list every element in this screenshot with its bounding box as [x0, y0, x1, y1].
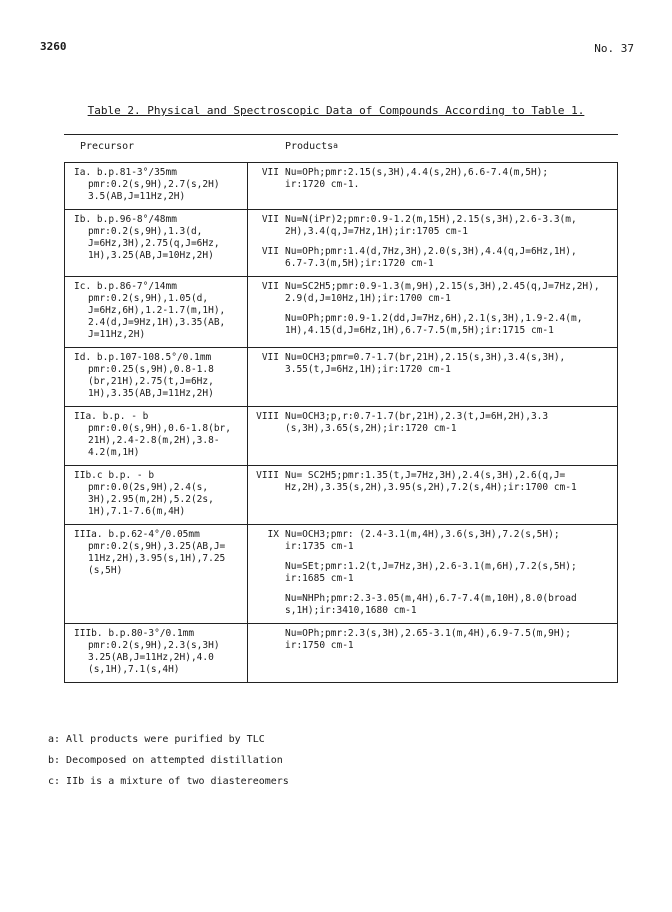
- footnote-b: b: Decomposed on attempted distillation: [48, 755, 283, 766]
- product-data-line: Nu=N(iPr)2;pmr:0.9-1.2(m,15H),2.15(s,3H),2.6-3.3(m,: [285, 214, 577, 225]
- precursor-data-line: pmr:0.0(2s,9H),2.4(s,: [88, 482, 209, 493]
- product-code: [253, 313, 285, 337]
- product-data-line: 2.9(d,J=10Hz,1H);ir:1700 cm-1: [285, 293, 451, 304]
- precursor-data-line: pmr:0.2(s,9H),1.05(d,: [88, 293, 209, 304]
- product-data-line: 3.55(t,J=6Hz,1H);ir:1720 cm-1: [285, 364, 451, 375]
- precursor-name: IIIa. b.p.62-4°/0.05mm: [74, 529, 200, 540]
- product-entry: [253, 352, 612, 376]
- products-cell: [248, 624, 618, 683]
- product-data-line: Nu=NHPh;pmr:2.3-3.05(m,4H),6.7-7.4(m,10H),8.0(broad: [285, 593, 577, 604]
- product-data: [285, 313, 612, 337]
- precursor-cell: [65, 525, 248, 624]
- product-data-line: ir:1685 cm-1: [285, 573, 354, 584]
- products-cell: [248, 466, 618, 525]
- table-row: [65, 210, 618, 277]
- product-entry: [253, 628, 612, 652]
- precursor-name: IIIb. b.p.80-3°/0.1mm: [74, 628, 195, 639]
- table-row: [65, 277, 618, 348]
- journal-issue-number: No. 37: [594, 42, 634, 55]
- precursor-name: IIb.c b.p. - b: [74, 470, 155, 481]
- data-table: [64, 162, 618, 683]
- footnotes: [48, 729, 289, 792]
- product-data-line: ir:1735 cm-1: [285, 541, 354, 552]
- products-cell: [248, 210, 618, 277]
- precursor-cell: [65, 163, 248, 210]
- product-data-line: 6.7-7.3(m,5H);ir:1720 cm-1: [285, 258, 434, 269]
- table-row: [65, 348, 618, 407]
- product-data-line: 1H),4.15(d,J=6Hz,1H),6.7-7.5(m,5H);ir:1715 cm-1: [285, 325, 554, 336]
- precursor-data-line: (s,1H),7.1(s,4H): [88, 664, 180, 675]
- precursor-name: Id. b.p.107-108.5°/0.1mm: [74, 352, 212, 363]
- products-cell: [248, 163, 618, 210]
- precursor-data-line: pmr:0.2(s,9H),1.3(d,: [88, 226, 203, 237]
- precursor-data-line: J=11Hz,2H): [88, 329, 146, 340]
- product-data-line: ir:1750 cm-1: [285, 640, 354, 651]
- precursor-data-line: 1H),7.1-7.6(m,4H): [88, 506, 186, 517]
- product-code: VIII: [256, 470, 279, 481]
- product-data-line: Nu=OPh;pmr:1.4(d,7Hz,3H),2.0(s,3H),4.4(q,J=6Hz,1H),: [285, 246, 577, 257]
- product-data: [285, 593, 612, 617]
- product-code: IX: [267, 529, 279, 540]
- product-entry: [253, 281, 612, 305]
- table-row: [65, 624, 618, 683]
- product-data-line: (s,3H),3.65(s,2H);ir:1720 cm-1: [285, 423, 457, 434]
- product-entry: [253, 246, 612, 270]
- precursor-cell: [65, 624, 248, 683]
- table-row: [65, 163, 618, 210]
- precursor-name: Ic. b.p.86-7°/14mm: [74, 281, 177, 292]
- table-top-rule: [64, 134, 618, 135]
- precursor-name: Ia. b.p.81-3°/35mm: [74, 167, 177, 178]
- precursor-cell: [65, 210, 248, 277]
- products-cell: [248, 525, 618, 624]
- product-entry: [253, 411, 612, 435]
- precursor-data-line: pmr:0.2(s,9H),2.3(s,3H): [88, 640, 220, 651]
- product-data-line: Nu= SC2H5;pmr:1.35(t,J=7Hz,3H),2.4(s,3H),2.6(q,J=: [285, 470, 566, 481]
- column-header-precursor: Precursor: [80, 141, 135, 152]
- product-code: VIII: [256, 411, 279, 422]
- product-code: [253, 593, 285, 617]
- product-data-line: Nu=OPh;pmr:2.15(s,3H),4.4(s,2H),6.6-7.4(m,5H);: [285, 167, 549, 178]
- product-data: [285, 470, 612, 494]
- product-entry: [253, 313, 612, 337]
- products-cell: [248, 348, 618, 407]
- precursor-data-line: 3H),2.95(m,2H),5.2(2s,: [88, 494, 214, 505]
- column-header-products: Products a: [285, 141, 338, 152]
- precursor-data-line: 3.5(AB,J=11Hz,2H): [88, 191, 186, 202]
- product-data-line: Nu=SEt;pmr:1.2(t,J=7Hz,3H),2.6-3.1(m,6H),7.2(s,5H);: [285, 561, 577, 572]
- precursor-data-line: 2.4(d,J=9Hz,1H),3.35(AB,: [88, 317, 226, 328]
- product-code: [253, 561, 285, 585]
- precursor-cell: [65, 466, 248, 525]
- product-data-line: Nu=OPh;pmr:0.9-1.2(dd,J=7Hz,6H),2.1(s,3H),1.9-2.4(m,: [285, 313, 583, 324]
- product-entry: [253, 214, 612, 238]
- product-data-line: Hz,2H),3.35(s,2H),3.95(s,2H),7.2(s,4H);ir:1700 cm-1: [285, 482, 577, 493]
- footnote-marker-a: a: [333, 141, 338, 150]
- product-data-line: Nu=SC2H5;pmr:0.9-1.3(m,9H),2.15(s,3H),2.45(q,J=7Hz,2H),: [285, 281, 600, 292]
- product-code: VII: [261, 167, 279, 178]
- precursor-cell: [65, 407, 248, 466]
- product-data-line: Nu=OCH3;pmr: (2.4-3.1(m,4H),3.6(s,3H),7.2(s,5H);: [285, 529, 560, 540]
- precursor-data-line: pmr:0.2(s,9H),3.25(AB,J=: [88, 541, 226, 552]
- product-code: VII: [261, 214, 279, 225]
- product-code: [253, 628, 285, 652]
- product-data-line: s,1H);ir:3410,1680 cm-1: [285, 605, 417, 616]
- precursor-data-line: J=6Hz,3H),2.75(q,J=6Hz,: [88, 238, 220, 249]
- product-data: [285, 167, 612, 191]
- precursor-data-line: 11Hz,2H),3.95(s,1H),7.25: [88, 553, 226, 564]
- product-data: [285, 246, 612, 270]
- products-cell: [248, 277, 618, 348]
- product-entry: [253, 593, 612, 617]
- product-entry: [253, 470, 612, 494]
- product-data: [285, 281, 612, 305]
- precursor-data-line: 3.25(AB,J=11Hz,2H),4.0: [88, 652, 214, 663]
- product-data-line: Nu=OPh;pmr:2.3(s,3H),2.65-3.1(m,4H),6.9-7.5(m,9H);: [285, 628, 571, 639]
- product-data: [285, 352, 612, 376]
- precursor-data-line: pmr:0.0(s,9H),0.6-1.8(br,: [88, 423, 231, 434]
- product-data: [285, 561, 612, 585]
- footnote-a: a: All products were purified by TLC: [48, 734, 265, 745]
- product-code: VII: [261, 246, 279, 257]
- table-row: [65, 466, 618, 525]
- product-data-line: Nu=OCH3;pmr=0.7-1.7(br,21H),2.15(s,3H),3.4(s,3H),: [285, 352, 566, 363]
- product-entry: [253, 529, 612, 553]
- table-caption: Table 2. Physical and Spectroscopic Data of Compounds According to Table 1.: [87, 104, 585, 117]
- precursor-data-line: 21H),2.4-2.8(m,2H),3.8-: [88, 435, 220, 446]
- products-cell: [248, 407, 618, 466]
- product-data-line: ir:1720 cm-1.: [285, 179, 360, 190]
- product-data: [285, 529, 612, 553]
- precursor-name: IIa. b.p. - b: [74, 411, 149, 422]
- precursor-data-line: pmr:0.25(s,9H),0.8-1.8: [88, 364, 214, 375]
- precursor-data-line: J=6Hz,6H),1.2-1.7(m,1H),: [88, 305, 226, 316]
- product-data-line: Nu=OCH3;p,r:0.7-1.7(br,21H),2.3(t,J=6H,2H),3.3: [285, 411, 549, 422]
- precursor-cell: [65, 348, 248, 407]
- precursor-data-line: pmr:0.2(s,9H),2.7(s,2H): [88, 179, 220, 190]
- precursor-data-line: 4.2(m,1H): [88, 447, 140, 458]
- precursor-data-line: 1H),3.25(AB,J=10Hz,2H): [88, 250, 214, 261]
- precursor-name: Ib. b.p.96-8°/48mm: [74, 214, 177, 225]
- footnote-c: c: IIb is a mixture of two diastereomers: [48, 776, 289, 787]
- product-code: VII: [261, 281, 279, 292]
- product-entry: [253, 167, 612, 191]
- product-data-line: 2H),3.4(q,J=7Hz,1H);ir:1705 cm-1: [285, 226, 469, 237]
- table-row: [65, 525, 618, 624]
- product-entry: [253, 561, 612, 585]
- precursor-cell: [65, 277, 248, 348]
- precursor-data-line: (br,21H),2.75(t,J=6Hz,: [88, 376, 214, 387]
- table-row: [65, 407, 618, 466]
- product-data: [285, 411, 612, 435]
- precursor-data-line: 1H),3.35(AB,J=11Hz,2H): [88, 388, 214, 399]
- page-number: 3260: [40, 40, 67, 53]
- precursor-data-line: (s,5H): [88, 565, 123, 576]
- product-data: [285, 214, 612, 238]
- product-code: VII: [261, 352, 279, 363]
- product-data: [285, 628, 612, 652]
